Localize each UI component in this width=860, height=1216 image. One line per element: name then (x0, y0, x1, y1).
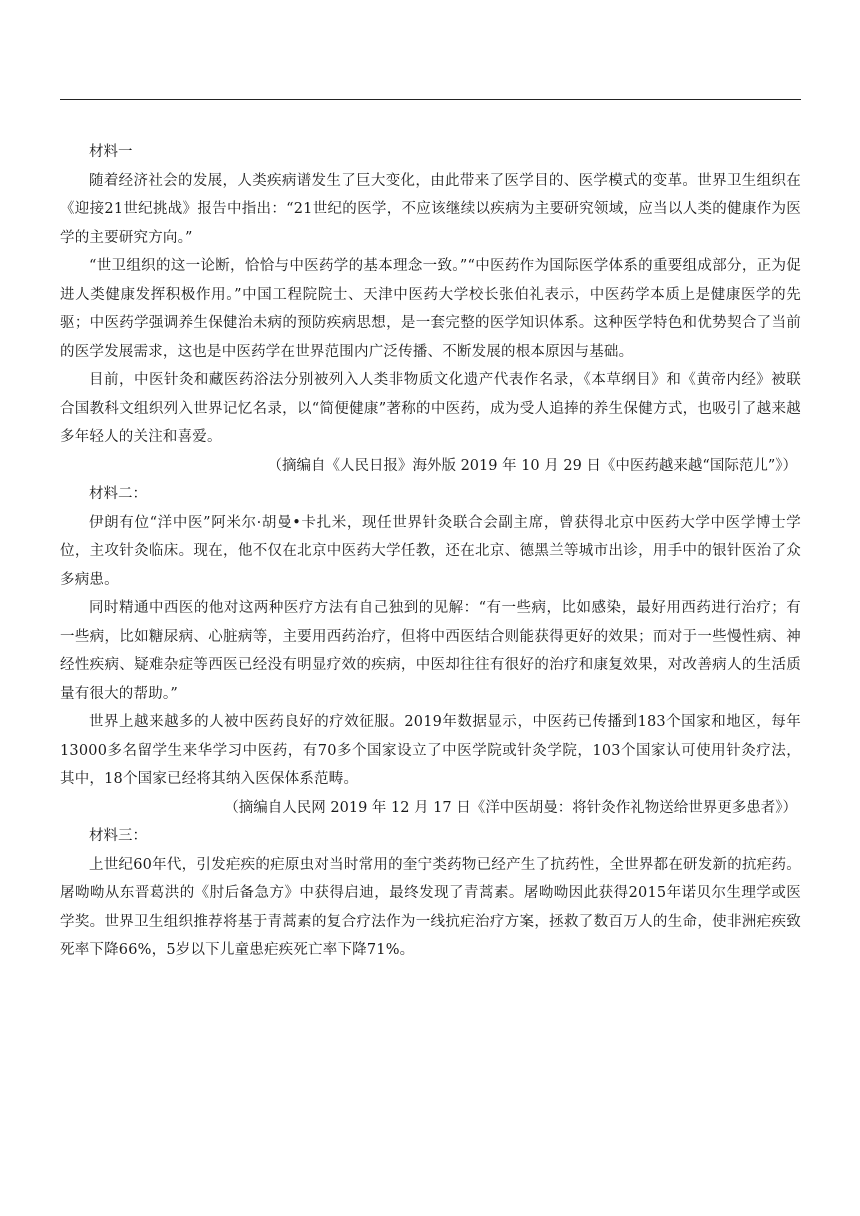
material-1-paragraph-1: 随着经济社会的发展，人类疾病谱发生了巨大变化，由此带来了医学目的、医学模式的变革。世界卫生组织在《迎接21世纪挑战》报告中指出：“21世纪的医学，不应该继续以疾病为主要研究领域，应当以人类的健康作为医学的主要研究方向。” (60, 172, 801, 246)
material-2-source: （摘编自人民网 2019 年 12 月 17 日《洋中医胡曼：将针灸作礼物送给世界更多患者》） (224, 799, 797, 816)
material-1-paragraph-2: “世卫组织的这一论断，恰恰与中医药学的基本理念一致。”“中医药作为国际医学体系的重要组成部分，正为促进人类健康发挥积极作用。”中国工程院院士、天津中医药大学校长张伯礼表示，中医药学本质上是健康医学的先驱；中医药学强调养生保健治未病的预防疾病思想，是一套完整的医学知识体系。这种医学特色和优势契合了当前的医学发展需求，这也是中医药学在世界范围内广泛传播、不断发展的根本原因与基础。 (60, 258, 801, 360)
material-1-paragraph-3: 目前，中医针灸和藏医药浴法分别被列入人类非物质文化遗产代表作名录，《本草纲目》和《黄帝内经》被联合国教科文组织列入世界记忆名录，以“简便健康”著称的中医药，成为受人追捧的养生保健方式，也吸引了越来越多年轻人的关注和喜爱。 (60, 372, 801, 445)
material-1-heading: 材料一 (89, 144, 133, 160)
document-body (60, 138, 801, 965)
material-3-paragraph-1: 上世纪60年代，引发疟疾的疟原虫对当时常用的奎宁类药物已经产生了抗药性，全世界都在研发新的抗疟药。屠呦呦从东晋葛洪的《肘后备急方》中获得启迪，最终发现了青蒿素。屠呦呦因此获得2015年诺贝尔生理学或医学奖。世界卫生组织推荐将基于青蒿素的复合疗法作为一线抗疟治疗方案，拯救了数百万人的生命，使非洲疟疾致死率下降66%，5岁以下儿童患疟疾死亡率下降71%。 (60, 856, 801, 958)
material-3-heading: 材料三： (89, 828, 147, 844)
header-rule (60, 99, 801, 100)
material-2-paragraph-2: 同时精通中西医的他对这两种医疗方法有自己独到的见解：“有一些病，比如感染，最好用西药进行治疗；有一些病，比如糖尿病、心脏病等，主要用西药治疗，但将中西医结合则能获得更好的效果；而对于一些慢性病、神经性疾病、疑难杂症等西医已经没有明显疗效的疾病，中医却往往有很好的治疗和康复效果，对改善病人的生活质量有很大的帮助。” (60, 600, 801, 702)
material-2-paragraph-1: 伊朗有位“洋中医”阿米尔·胡曼•卡扎米，现任世界针灸联合会副主席，曾获得北京中医药大学中医学博士学位，主攻针灸临床。现在，他不仅在北京中医药大学任教，还在北京、德黑兰等城市出诊，用手中的银针医治了众多病患。 (60, 514, 801, 588)
material-2-heading: 材料二： (89, 486, 147, 502)
material-2-paragraph-3: 世界上越来越多的人被中医药良好的疗效征服。2019年数据显示，中医药已传播到183个国家和地区，每年13000多名留学生来华学习中医药，有70多个国家设立了中医学院或针灸学院，103个国家认可使用针灸疗法，其中，18个国家已经将其纳入医保体系范畴。 (60, 714, 801, 787)
material-1-source: （摘编自《人民日报》海外版 2019 年 10 月 29 日《中医药越来越“国际范儿”》） (267, 457, 797, 474)
